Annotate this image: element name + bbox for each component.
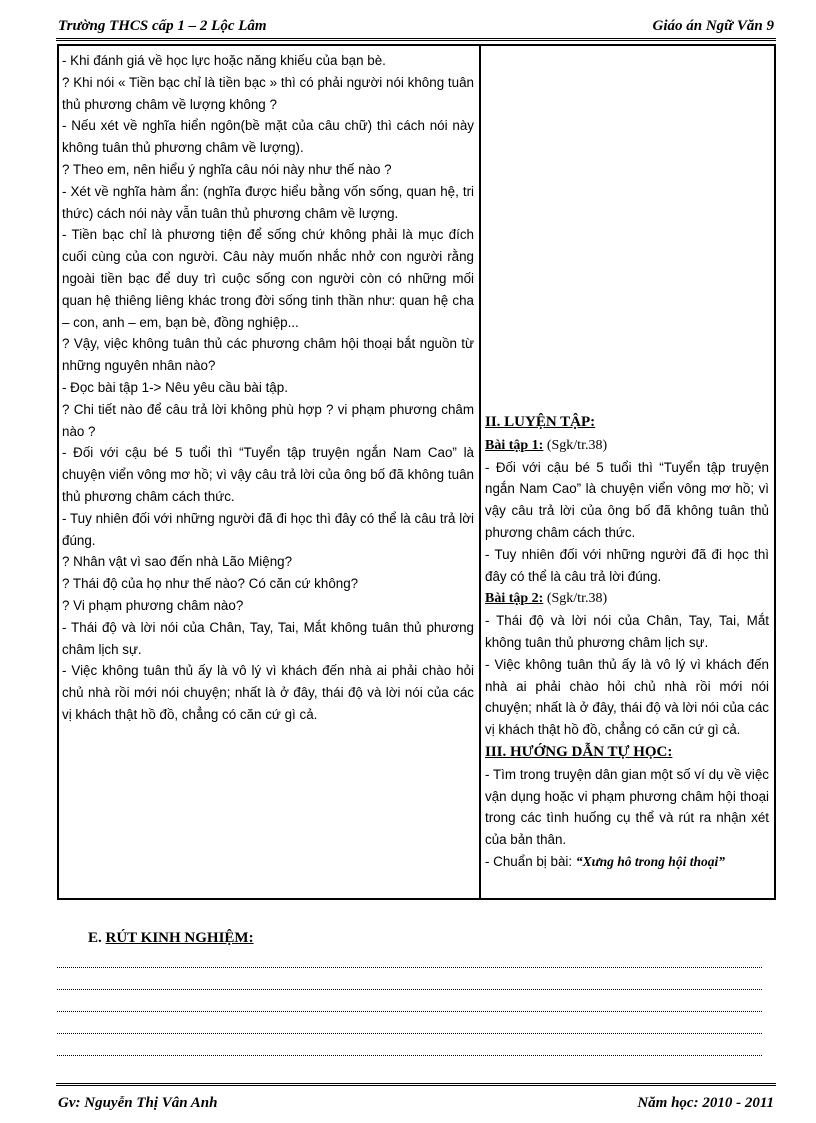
right-column: [485, 411, 769, 873]
dotted-line: [57, 1032, 762, 1034]
self-study-task: - Tìm trong truyện dân gian một số ví dụ về việc vận dụng hoặc vi phạm phương châm hội thoại trong các tình huống cụ thể và rút ra nhận xét của bản thân.: [485, 766, 769, 848]
exercise-1-note: - Tuy nhiên đối với những người đã đi học thì đây có thể là câu trả lời đúng.: [485, 546, 769, 584]
left-paragraph: ? Vậy, việc không tuân thủ các phương châm hội thoại bắt nguồn từ những nguyên nhân nào?: [62, 336, 474, 374]
left-paragraph: - Xét về nghĩa hàm ẩn: (nghĩa được hiểu bằng vốn sống, quan hệ, tri thức) cách nói này vẫn tuân thủ phương châm về lượng.: [62, 183, 474, 221]
exercise-2-source: (Sgk/tr.38): [543, 591, 608, 607]
section-2-heading: II. LUYỆN TẬP:: [485, 414, 596, 430]
exercise-2-label: Bài tập 2:: [485, 591, 544, 607]
exercise-2-note: - Việc không tuân thủ ấy là vô lý vì khách đến nhà ai phải chào hỏi chủ nhà rồi mới nói chuyện; nhất là ở đây, thái độ và lời nói của các vị khách thật hồ đồ, chẳng có căn cứ gì cả.: [485, 656, 769, 738]
footer-school-year: Năm học: 2010 - 2011: [637, 1095, 774, 1111]
left-paragraph: ? Chi tiết nào để câu trả lời không phù hợp ? vi phạm phương châm nào ?: [62, 401, 474, 439]
lesson-table: [57, 44, 776, 900]
dotted-line: [57, 966, 762, 968]
left-paragraph: - Nếu xét về nghĩa hiển ngôn(bề mặt của câu chữ) thì cách nói này không tuân thủ phương châm về lượng).: [62, 118, 474, 156]
header-subject: Giáo án Ngữ Văn 9: [652, 18, 774, 34]
column-divider: [479, 46, 481, 898]
section-e-prefix: E.: [88, 930, 106, 946]
left-paragraph: ? Nhân vật vì sao đến nhà Lão Miệng?: [62, 554, 293, 570]
exercise-1-source: (Sgk/tr.38): [543, 437, 608, 453]
left-paragraph: - Đối với cậu bé 5 tuổi thì “Tuyển tập truyện ngắn Nam Cao” là chuyện viển vông mơ hồ; vì vậy câu trả lời của ông bố đã không tuân thủ phương châm cách thức.: [62, 445, 474, 504]
exercise-2-answer: - Thái độ và lời nói của Chân, Tay, Tai, Mắt không tuân thủ phương châm lịch sự.: [485, 613, 769, 650]
prepare-lesson-prefix: - Chuẩn bị bài:: [485, 853, 576, 869]
left-paragraph: ? Theo em, nên hiểu ý nghĩa câu nói này như thế nào ?: [62, 161, 392, 177]
footer-teacher: Gv: Nguyễn Thị Vân Anh: [58, 1095, 218, 1111]
left-column: [62, 50, 474, 726]
page-footer: [56, 1083, 776, 1116]
left-paragraph: ? Vi phạm phương châm nào?: [62, 597, 244, 613]
prepare-lesson-title: “Xưng hô trong hội thoại”: [575, 853, 725, 869]
exercise-1-label: Bài tập 1:: [485, 437, 544, 453]
left-paragraph: - Tiền bạc chỉ là phương tiện để sống chứ không phải là mục đích cuối cùng của con người. Câu này muốn nhắc nhở con người rằng ngoài tiền bạc để duy trì cuộc sống con người còn có những mối quan hệ thiêng liêng khác trong đời sống tinh thần như: quan hệ cha – con, anh – em, bạn bè, đồng nghiệp...: [62, 227, 474, 330]
left-paragraph: ? Khi nói « Tiền bạc chỉ là tiền bạc » thì có phải người nói không tuân thủ phương châm về lượng không ?: [62, 74, 474, 112]
dotted-line: [57, 1010, 762, 1012]
section-e-title: RÚT KINH NGHIỆM:: [105, 930, 254, 946]
left-paragraph: - Khi đánh giá về học lực hoặc năng khiếu của bạn bè.: [62, 53, 386, 68]
page-header: [56, 8, 776, 41]
left-paragraph: - Thái độ và lời nói của Chân, Tay, Tai, Mắt không tuân thủ phương châm lịch sự.: [62, 619, 474, 657]
left-paragraph: - Đọc bài tập 1-> Nêu yêu cầu bài tập.: [62, 379, 288, 395]
section-3-heading: III. HƯỚNG DẪN TỰ HỌC:: [485, 743, 673, 760]
section-e-heading: [88, 930, 254, 947]
left-paragraph: ? Thái độ của họ như thế nào? Có căn cứ không?: [62, 576, 359, 592]
exercise-1-answer: - Đối với cậu bé 5 tuổi thì “Tuyển tập truyện ngắn Nam Cao” là chuyện viển vông mơ hồ; vì vậy câu trả lời của ông bố đã không tuân thủ phương châm cách thức.: [485, 459, 769, 540]
header-school: Trường THCS cấp 1 – 2 Lộc Lâm: [58, 18, 267, 34]
left-paragraph: - Tuy nhiên đối với những người đã đi học thì đây có thể là câu trả lời đúng.: [62, 510, 474, 548]
dotted-line: [57, 988, 762, 990]
left-paragraph: - Việc không tuân thủ ấy là vô lý vì khách đến nhà ai phải chào hỏi chủ nhà rồi mới nói chuyện; nhất là ở đây, thái độ và lời nói của các vị khách thật hồ đồ, chẳng có căn cứ gì cả.: [62, 663, 474, 722]
dotted-line: [57, 1054, 762, 1056]
